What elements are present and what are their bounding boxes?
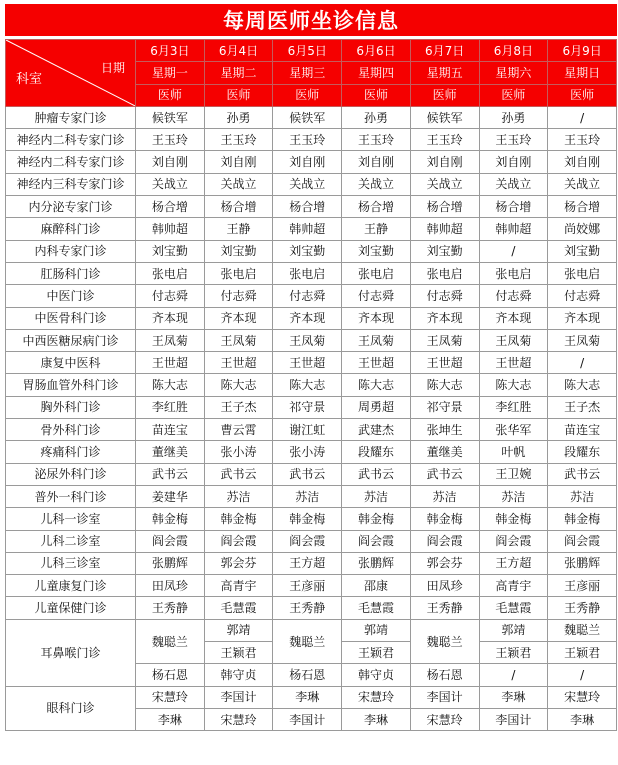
doctor-cell: 宋慧玲 xyxy=(204,708,273,730)
doctor-cell: 韩金梅 xyxy=(136,508,205,530)
doctor-cell: 武书云 xyxy=(273,463,342,485)
doctor-cell: 武建杰 xyxy=(342,419,411,441)
doctor-cell: 刘自刚 xyxy=(410,151,479,173)
doctor-cell: 韩守贞 xyxy=(342,664,411,686)
doctor-cell: 张电启 xyxy=(342,262,411,284)
doctor-label-cell: 医师 xyxy=(479,84,548,106)
doctor-cell: 郭会芬 xyxy=(204,552,273,574)
doctor-cell: 刘自刚 xyxy=(342,151,411,173)
doctor-cell: 付志舜 xyxy=(342,285,411,307)
date-cell: 6月9日 xyxy=(548,40,617,62)
doctor-cell: 杨合增 xyxy=(410,196,479,218)
doctor-cell: 王秀静 xyxy=(410,597,479,619)
doctor-cell: 王世超 xyxy=(410,352,479,374)
doctor-cell: 关战立 xyxy=(136,173,205,195)
doctor-cell: 段耀东 xyxy=(548,441,617,463)
doctor-cell: 郭靖 xyxy=(342,619,411,641)
dept-cell: 胸外科门诊 xyxy=(6,396,136,418)
doctor-cell: 刘宝勤 xyxy=(548,240,617,262)
doctor-cell: 刘宝勤 xyxy=(273,240,342,262)
doctor-cell: 李琳 xyxy=(136,708,205,730)
doctor-cell: 苏洁 xyxy=(273,485,342,507)
doctor-cell: 阎会霞 xyxy=(342,530,411,552)
doctor-cell: 李琳 xyxy=(548,708,617,730)
dept-cell: 中医骨科门诊 xyxy=(6,307,136,329)
doctor-cell: 王颖君 xyxy=(479,642,548,664)
doctor-cell: 王颖君 xyxy=(342,642,411,664)
doctor-cell: 苏洁 xyxy=(548,485,617,507)
doctor-cell: 杨合增 xyxy=(548,196,617,218)
doctor-cell: 张华军 xyxy=(479,419,548,441)
doctor-cell: 郭靖 xyxy=(479,619,548,641)
doctor-cell: 王子杰 xyxy=(548,396,617,418)
doctor-cell: 陈大志 xyxy=(548,374,617,396)
weekday-cell: 星期一 xyxy=(136,62,205,84)
date-cell: 6月6日 xyxy=(342,40,411,62)
doctor-cell: 杨合增 xyxy=(479,196,548,218)
doctor-cell: 王玉玲 xyxy=(479,129,548,151)
date-cell: 6月3日 xyxy=(136,40,205,62)
doctor-cell: 王秀静 xyxy=(273,597,342,619)
doctor-cell: 刘自刚 xyxy=(136,151,205,173)
doctor-cell: 关战立 xyxy=(204,173,273,195)
doctor-cell: 李国计 xyxy=(273,708,342,730)
doctor-cell: 韩金梅 xyxy=(548,508,617,530)
doctor-cell: 高青宇 xyxy=(479,575,548,597)
doctor-cell: 姜建华 xyxy=(136,485,205,507)
doctor-label-cell: 医师 xyxy=(136,84,205,106)
doctor-cell: 张小涛 xyxy=(273,441,342,463)
schedule-table xyxy=(5,39,617,731)
doctor-cell: 董继美 xyxy=(136,441,205,463)
doctor-cell: 谢江虹 xyxy=(273,419,342,441)
doctor-cell: 尚姣娜 xyxy=(548,218,617,240)
weekday-cell: 星期五 xyxy=(410,62,479,84)
doctor-cell: 杨合增 xyxy=(204,196,273,218)
doctor-cell: 王玉玲 xyxy=(273,129,342,151)
dept-cell: 神经内二科专家门诊 xyxy=(6,129,136,151)
schedule-header xyxy=(6,40,617,107)
doctor-cell: 关战立 xyxy=(548,173,617,195)
doctor-cell: 关战立 xyxy=(342,173,411,195)
doctor-cell: 韩金梅 xyxy=(479,508,548,530)
doctor-cell: 张电启 xyxy=(410,262,479,284)
doctor-cell: / xyxy=(548,352,617,374)
doctor-cell: 关战立 xyxy=(273,173,342,195)
doctor-cell: 苏洁 xyxy=(342,485,411,507)
doctor-cell: 张鹏辉 xyxy=(342,552,411,574)
table-row xyxy=(6,530,617,552)
doctor-cell: 王凤菊 xyxy=(136,329,205,351)
doctor-cell: 董继美 xyxy=(410,441,479,463)
doctor-cell: 阎会霞 xyxy=(136,530,205,552)
doctor-cell: 刘宝勤 xyxy=(136,240,205,262)
dept-cell: 儿科三诊室 xyxy=(6,552,136,574)
doctor-cell: 苏洁 xyxy=(204,485,273,507)
table-row xyxy=(6,262,617,284)
doctor-cell: 魏聪兰 xyxy=(273,619,342,664)
dept-cell: 肛肠科门诊 xyxy=(6,262,136,284)
dept-cell: 泌尿外科门诊 xyxy=(6,463,136,485)
doctor-label-cell: 医师 xyxy=(548,84,617,106)
special-rows xyxy=(6,619,617,730)
doctor-label-cell: 医师 xyxy=(410,84,479,106)
doctor-cell: 刘自刚 xyxy=(204,151,273,173)
dept-cell: 麻醉科门诊 xyxy=(6,218,136,240)
doctor-cell: 李琳 xyxy=(479,686,548,708)
doctor-cell: 苗连宝 xyxy=(136,419,205,441)
doctor-cell: 付志舜 xyxy=(410,285,479,307)
doctor-cell: 付志舜 xyxy=(479,285,548,307)
doctor-cell: 王秀静 xyxy=(136,597,205,619)
table-row xyxy=(6,396,617,418)
doctor-cell: 叶帆 xyxy=(479,441,548,463)
doctor-cell: 邵康 xyxy=(342,575,411,597)
doctor-cell: 王世超 xyxy=(136,352,205,374)
doctor-cell: 王凤菊 xyxy=(548,329,617,351)
doctor-cell: 杨石恩 xyxy=(136,664,205,686)
dept-cell: 胃肠血管外科门诊 xyxy=(6,374,136,396)
dept-cell: 肿瘤专家门诊 xyxy=(6,106,136,128)
table-row xyxy=(6,597,617,619)
doctor-cell: 王彦丽 xyxy=(273,575,342,597)
doctor-label-cell: 医师 xyxy=(342,84,411,106)
weekday-cell: 星期三 xyxy=(273,62,342,84)
weekday-cell: 星期日 xyxy=(548,62,617,84)
doctor-cell: 王颖君 xyxy=(204,642,273,664)
table-row xyxy=(6,374,617,396)
table-row xyxy=(6,196,617,218)
doctor-cell: 高青宇 xyxy=(204,575,273,597)
doctor-cell: 杨合增 xyxy=(273,196,342,218)
doctor-cell: 王玉玲 xyxy=(410,129,479,151)
doctor-cell: 王世超 xyxy=(342,352,411,374)
doctor-cell: 王子杰 xyxy=(204,396,273,418)
table-row xyxy=(6,463,617,485)
doctor-cell: 王凤菊 xyxy=(479,329,548,351)
dept-cell: 神经内二科专家门诊 xyxy=(6,151,136,173)
doctor-cell: 张电启 xyxy=(548,262,617,284)
doctor-cell: 杨合增 xyxy=(136,196,205,218)
doctor-cell: / xyxy=(479,664,548,686)
table-row xyxy=(6,419,617,441)
doctor-cell: 阎会霞 xyxy=(479,530,548,552)
doctor-cell: 王静 xyxy=(342,218,411,240)
doctor-cell: 韩帅超 xyxy=(410,218,479,240)
table-row xyxy=(6,218,617,240)
dept-cell: 神经内三科专家门诊 xyxy=(6,173,136,195)
doctor-cell: 田凤珍 xyxy=(136,575,205,597)
dept-cell: 眼科门诊 xyxy=(6,686,136,731)
dept-cell: 疼痛科门诊 xyxy=(6,441,136,463)
doctor-cell: 韩帅超 xyxy=(273,218,342,240)
date-cell: 6月7日 xyxy=(410,40,479,62)
doctor-cell: 阎会霞 xyxy=(410,530,479,552)
doctor-cell: 付志舜 xyxy=(136,285,205,307)
doctor-cell: 王玉玲 xyxy=(136,129,205,151)
doctor-cell: 孙勇 xyxy=(342,106,411,128)
table-row xyxy=(6,151,617,173)
doctor-cell: 杨石恩 xyxy=(273,664,342,686)
doctor-cell: / xyxy=(548,664,617,686)
doctor-cell: 王颖君 xyxy=(548,642,617,664)
doctor-cell: 武书云 xyxy=(548,463,617,485)
doctor-cell: 张鹏辉 xyxy=(136,552,205,574)
doctor-cell: 李国计 xyxy=(204,686,273,708)
dept-cell: 儿童康复门诊 xyxy=(6,575,136,597)
doctor-cell: 齐本现 xyxy=(410,307,479,329)
doctor-cell: 苗连宝 xyxy=(548,419,617,441)
doctor-cell: 陈大志 xyxy=(479,374,548,396)
dept-cell: 儿科二诊室 xyxy=(6,530,136,552)
doctor-cell: 陈大志 xyxy=(204,374,273,396)
doctor-cell: 武书云 xyxy=(136,463,205,485)
doctor-cell: 刘自刚 xyxy=(273,151,342,173)
dept-cell: 内科专家门诊 xyxy=(6,240,136,262)
doctor-cell: 候铁军 xyxy=(273,106,342,128)
weekday-cell: 星期六 xyxy=(479,62,548,84)
doctor-cell: 韩帅超 xyxy=(479,218,548,240)
weekday-cell: 星期二 xyxy=(204,62,273,84)
doctor-cell: 韩守贞 xyxy=(204,664,273,686)
doctor-cell: 王玉玲 xyxy=(342,129,411,151)
doctor-cell: 齐本现 xyxy=(204,307,273,329)
doctor-cell: 阎会霞 xyxy=(273,530,342,552)
doctor-cell: 付志舜 xyxy=(204,285,273,307)
dept-cell: 康复中医科 xyxy=(6,352,136,374)
doctor-label-cell: 医师 xyxy=(204,84,273,106)
table-row xyxy=(6,240,617,262)
doctor-cell: 陈大志 xyxy=(342,374,411,396)
doctor-cell: 齐本现 xyxy=(548,307,617,329)
date-column-label: 日期 xyxy=(100,61,125,75)
dept-cell: 骨外科门诊 xyxy=(6,419,136,441)
dept-cell: 儿科一诊室 xyxy=(6,508,136,530)
doctor-cell: 王世超 xyxy=(479,352,548,374)
table-row xyxy=(6,285,617,307)
doctor-cell: 关战立 xyxy=(410,173,479,195)
doctor-cell: 郭会芬 xyxy=(410,552,479,574)
doctor-cell: 刘自刚 xyxy=(479,151,548,173)
doctor-cell: 王玉玲 xyxy=(204,129,273,151)
dept-cell: 中西医糖尿病门诊 xyxy=(6,329,136,351)
doctor-cell: 李琳 xyxy=(273,686,342,708)
doctor-cell: 魏聪兰 xyxy=(410,619,479,664)
page-title: 每周医师坐诊信息 xyxy=(5,4,617,36)
doctor-cell: 陈大志 xyxy=(410,374,479,396)
doctor-cell: 张电启 xyxy=(479,262,548,284)
doctor-cell: 陈大志 xyxy=(136,374,205,396)
doctor-cell: 王世超 xyxy=(204,352,273,374)
table-row xyxy=(6,173,617,195)
doctor-cell: 刘宝勤 xyxy=(342,240,411,262)
doctor-cell: 韩金梅 xyxy=(204,508,273,530)
doctor-cell: 宋慧玲 xyxy=(548,686,617,708)
doctor-cell: 李国计 xyxy=(479,708,548,730)
doctor-cell: 毛慧霞 xyxy=(342,597,411,619)
doctor-cell: 张鹏辉 xyxy=(548,552,617,574)
doctor-cell: / xyxy=(479,240,548,262)
doctor-cell: 宋慧玲 xyxy=(342,686,411,708)
doctor-cell: 张电启 xyxy=(136,262,205,284)
doctor-cell: 宋慧玲 xyxy=(410,708,479,730)
doctor-cell: 刘宝勤 xyxy=(410,240,479,262)
doctor-cell: 李琳 xyxy=(342,708,411,730)
schedule-body xyxy=(6,106,617,619)
doctor-cell: / xyxy=(548,106,617,128)
doctor-cell: 王彦丽 xyxy=(548,575,617,597)
dept-cell: 耳鼻喉门诊 xyxy=(6,619,136,686)
dept-cell: 儿童保健门诊 xyxy=(6,597,136,619)
doctor-cell: 魏聪兰 xyxy=(136,619,205,664)
doctor-cell: 王凤菊 xyxy=(410,329,479,351)
doctor-cell: 李国计 xyxy=(410,686,479,708)
doctor-cell: 王静 xyxy=(204,218,273,240)
doctor-cell: 王玉玲 xyxy=(548,129,617,151)
table-row xyxy=(6,508,617,530)
doctor-cell: 王卫婉 xyxy=(479,463,548,485)
doctor-cell: 张电启 xyxy=(273,262,342,284)
dept-cell: 中医门诊 xyxy=(6,285,136,307)
doctor-cell: 周勇超 xyxy=(342,396,411,418)
doctor-cell: 阎会霞 xyxy=(548,530,617,552)
dept-column-label: 科室 xyxy=(16,72,43,87)
doctor-cell: 韩金梅 xyxy=(273,508,342,530)
doctor-cell: 孙勇 xyxy=(479,106,548,128)
date-cell: 6月5日 xyxy=(273,40,342,62)
doctor-cell: 王方超 xyxy=(273,552,342,574)
date-cell: 6月8日 xyxy=(479,40,548,62)
table-row xyxy=(6,307,617,329)
doctor-cell: 韩金梅 xyxy=(342,508,411,530)
doctor-cell: 段耀东 xyxy=(342,441,411,463)
table-row xyxy=(6,441,617,463)
doctor-cell: 郭靖 xyxy=(204,619,273,641)
table-row xyxy=(6,552,617,574)
doctor-cell: 王秀静 xyxy=(548,597,617,619)
table-row xyxy=(6,329,617,351)
doctor-cell: 候铁军 xyxy=(136,106,205,128)
doctor-cell: 李红胜 xyxy=(479,396,548,418)
doctor-cell: 毛慧霞 xyxy=(479,597,548,619)
doctor-cell: 张电启 xyxy=(204,262,273,284)
doctor-cell: 阎会霞 xyxy=(204,530,273,552)
doctor-cell: 韩帅超 xyxy=(136,218,205,240)
doctor-cell: 杨石恩 xyxy=(410,664,479,686)
doctor-cell: 苏洁 xyxy=(410,485,479,507)
doctor-cell: 付志舜 xyxy=(273,285,342,307)
doctor-cell: 武书云 xyxy=(410,463,479,485)
doctor-cell: 王方超 xyxy=(479,552,548,574)
doctor-cell: 齐本现 xyxy=(273,307,342,329)
weekday-cell: 星期四 xyxy=(342,62,411,84)
doctor-cell: 武书云 xyxy=(342,463,411,485)
doctor-cell: 陈大志 xyxy=(273,374,342,396)
doctor-cell: 李红胜 xyxy=(136,396,205,418)
doctor-cell: 魏聪兰 xyxy=(548,619,617,641)
doctor-cell: 候铁军 xyxy=(410,106,479,128)
doctor-cell: 毛慧霞 xyxy=(204,597,273,619)
doctor-cell: 刘自刚 xyxy=(548,151,617,173)
doctor-cell: 关战立 xyxy=(479,173,548,195)
table-row xyxy=(6,129,617,151)
doctor-cell: 曹云霄 xyxy=(204,419,273,441)
doctor-cell: 刘宝勤 xyxy=(204,240,273,262)
date-cell: 6月4日 xyxy=(204,40,273,62)
doctor-cell: 祁守景 xyxy=(273,396,342,418)
doctor-cell: 齐本现 xyxy=(479,307,548,329)
doctor-cell: 韩金梅 xyxy=(410,508,479,530)
doctor-cell: 宋慧玲 xyxy=(136,686,205,708)
table-row xyxy=(6,575,617,597)
dept-cell: 内分泌专家门诊 xyxy=(6,196,136,218)
table-row xyxy=(6,485,617,507)
doctor-cell: 齐本现 xyxy=(342,307,411,329)
doctor-cell: 孙勇 xyxy=(204,106,273,128)
doctor-cell: 王世超 xyxy=(273,352,342,374)
doctor-cell: 付志舜 xyxy=(548,285,617,307)
doctor-cell: 齐本现 xyxy=(136,307,205,329)
dept-cell: 普外一科门诊 xyxy=(6,485,136,507)
doctor-cell: 张小涛 xyxy=(204,441,273,463)
doctor-label-cell: 医师 xyxy=(273,84,342,106)
table-row xyxy=(6,352,617,374)
header-corner-cell xyxy=(6,40,136,107)
doctor-cell: 武书云 xyxy=(204,463,273,485)
doctor-cell: 祁守景 xyxy=(410,396,479,418)
doctor-cell: 王凤菊 xyxy=(204,329,273,351)
doctor-cell: 杨合增 xyxy=(342,196,411,218)
doctor-cell: 张坤生 xyxy=(410,419,479,441)
doctor-cell: 王凤菊 xyxy=(273,329,342,351)
table-row xyxy=(6,106,617,128)
doctor-cell: 田凤珍 xyxy=(410,575,479,597)
doctor-cell: 王凤菊 xyxy=(342,329,411,351)
doctor-cell: 苏洁 xyxy=(479,485,548,507)
